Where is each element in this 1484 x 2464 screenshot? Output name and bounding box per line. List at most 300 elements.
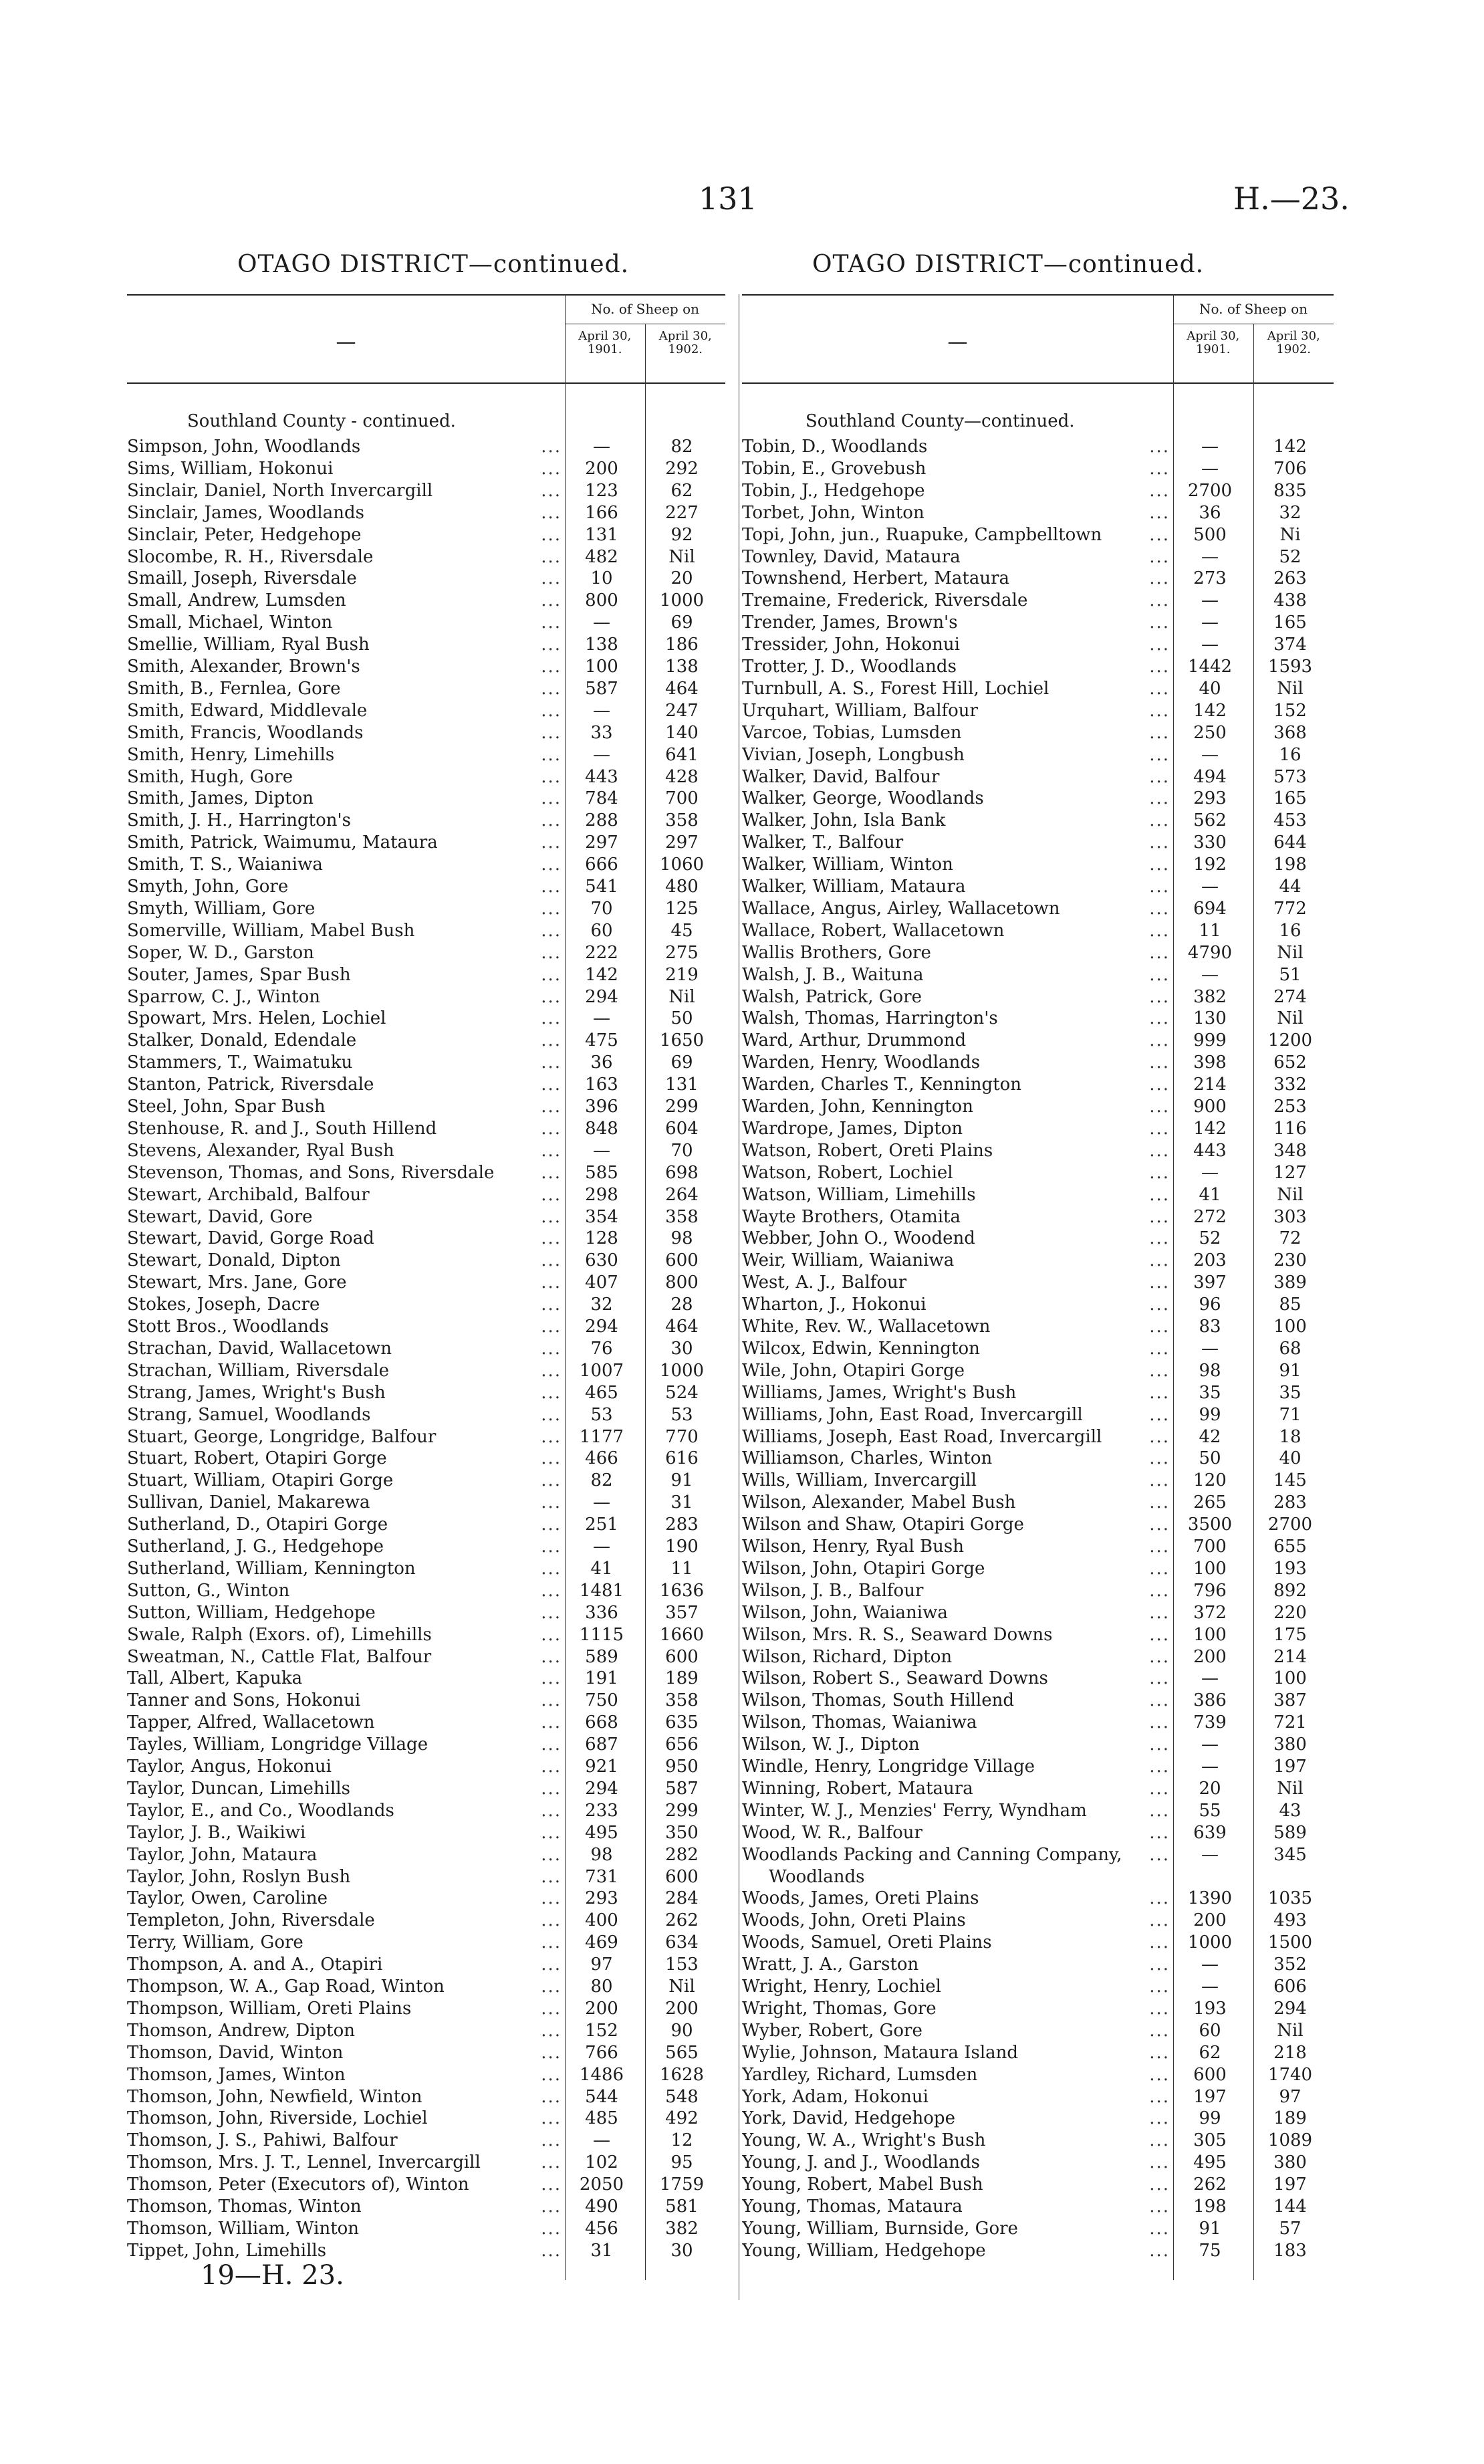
table-row [127,2130,722,2152]
value-1901: — [1201,1844,1219,1865]
value-1902: 127 [1273,1162,1307,1183]
row-name: Wayte Brothers, Otamita [742,1206,961,1227]
table-row [742,2108,1330,2130]
leader-dots: ... [541,1075,562,1095]
value-1901: 694 [1193,898,1227,919]
table-row [127,1690,722,1712]
value-1901: 766 [585,2042,618,2063]
row-name: Taylor, Angus, Hokonui [127,1757,332,1777]
value-1901: 443 [585,766,618,787]
table-row [127,1382,722,1404]
leader-dots: ... [1149,1646,1170,1667]
value-1902: 1000 [659,590,705,611]
table-row [742,1800,1330,1822]
value-1901: 700 [1193,1537,1227,1557]
value-1902: 262 [665,1910,699,1931]
value-1902: 283 [665,1515,699,1535]
row-name: Stuart, William, Otapiri Gorge [127,1470,394,1491]
row-name: Woodlands Packing and Canning Company, [742,1844,1122,1865]
value-1901: 98 [1199,1360,1221,1381]
leader-dots: ... [1149,612,1170,633]
value-1902: 634 [665,1932,699,1953]
value-1901: 33 [590,722,613,743]
value-1901: 53 [590,1404,613,1425]
table-row [127,1338,722,1360]
leader-dots: ... [1149,1075,1170,1095]
row-name: Thomson, William, Winton [127,2218,360,2239]
leader-dots: ... [541,832,562,853]
value-1902: 142 [1273,437,1307,457]
row-name: Warden, Henry, Woodlands [742,1052,981,1073]
value-1901: 10 [590,568,613,589]
value-1901: 41 [590,1558,613,1579]
value-1902: 492 [665,2108,699,2129]
row-name: Trotter, J. D., Woodlands [742,657,957,677]
value-1901: 469 [585,1932,618,1953]
table-header [127,296,725,384]
value-1902: 374 [1273,635,1307,655]
table-row [742,1316,1330,1338]
table-row [742,1932,1330,1954]
row-name: Young, Robert, Mabel Bush [742,2174,983,2195]
value-1902: 30 [670,1338,693,1359]
value-1901: 330 [1193,832,1227,853]
leader-dots: ... [541,1822,562,1843]
value-1901: 138 [585,635,618,655]
value-1901: 152 [585,2020,618,2041]
row-name: Vivian, Joseph, Longbush [742,744,965,765]
table-row [127,480,722,502]
leader-dots: ... [1149,2108,1170,2129]
leader-dots [1160,1866,1197,1888]
row-name: Sinclair, Peter, Hedgehope [127,524,362,545]
table-row [742,766,1330,788]
table-row [742,832,1330,854]
value-1901: 265 [1193,1492,1227,1513]
table-row [127,1712,722,1734]
leader-dots: ... [541,2108,562,2129]
value-1902: 698 [665,1162,699,1183]
leader-dots: ... [541,1690,562,1711]
row-name: Woods, John, Oreti Plains [742,1910,966,1931]
table-row [127,502,722,524]
value-1902: 43 [1279,1800,1302,1821]
leader-dots: ... [1149,1580,1170,1601]
table-row [742,1734,1330,1756]
leader-dots: ... [541,1184,562,1205]
row-name: Walsh, J. B., Waituna [742,964,924,985]
value-1902: 345 [1273,1844,1307,1865]
row-name: Strachan, William, Riversdale [127,1360,390,1381]
leader-dots: ... [1149,1800,1170,1821]
page-number: 131 [699,181,757,217]
leader-dots: ... [1149,1757,1170,1777]
leader-dots: ... [1149,1910,1170,1931]
value-1901: — [593,1140,610,1161]
value-1901: 784 [585,788,618,809]
table-row [742,986,1330,1008]
value-1901: — [593,1008,610,1029]
row-name: Steel, John, Spar Bush [127,1097,326,1117]
leader-dots: ... [541,1602,562,1623]
value-1901: 200 [1193,1910,1227,1931]
leader-dots: ... [1149,920,1170,941]
value-1902: 31 [670,1492,693,1513]
table-row [127,612,722,634]
value-1902: 352 [1273,1954,1307,1975]
value-1902: 140 [665,722,699,743]
value-1901: 100 [1193,1624,1227,1645]
row-name: Wyber, Robert, Gore [742,2020,922,2041]
value-1901: 50 [1199,1448,1221,1469]
value-1902: 95 [670,2152,693,2173]
value-1901: 41 [1199,1184,1221,1205]
row-name: Torbet, John, Winton [742,502,924,523]
leader-dots: ... [541,1426,562,1447]
value-1901: 1177 [579,1426,624,1447]
value-1902: 350 [665,1822,699,1843]
table-row [127,2152,722,2174]
value-1902: 600 [665,1250,699,1271]
table-row [127,1360,722,1382]
value-1901: 456 [585,2218,618,2239]
table-row [127,1514,722,1536]
value-1901: 796 [1193,1580,1227,1601]
value-1901: 1486 [579,2064,624,2085]
leader-dots: ... [541,898,562,919]
leader-dots: ... [541,546,562,567]
table-row [742,1514,1330,1536]
leader-dots: ... [1149,1140,1170,1161]
leader-dots: ... [541,986,562,1007]
value-1901: 921 [585,1757,618,1777]
value-1902: 1000 [659,1360,705,1381]
table-row [742,1294,1330,1316]
leader-dots: ... [1149,1052,1170,1073]
value-1901: 500 [1193,524,1227,545]
value-1901: 900 [1193,1097,1227,1117]
row-name: Smyth, William, Gore [127,898,316,919]
table-row [127,1646,722,1668]
value-1901: 36 [590,1052,613,1073]
value-1901: — [1201,635,1219,655]
value-1902: 214 [1273,1646,1307,1667]
leader-dots: ... [1149,1338,1170,1359]
value-1901: 999 [1193,1030,1227,1051]
leader-dots: ... [541,480,562,501]
value-1901: 731 [585,1866,618,1887]
value-1902: 387 [1273,1690,1307,1711]
leader-dots: ... [1149,2174,1170,2195]
table-row [127,1822,722,1844]
table-row [742,700,1330,722]
value-1902: 2700 [1267,1515,1313,1535]
left-table [127,294,725,2261]
value-1901: 639 [1193,1822,1227,1843]
value-1902: 100 [1273,1668,1307,1689]
value-1902: 357 [665,1602,699,1623]
value-1902: 153 [665,1954,699,1975]
row-name: Terry, William, Gore [127,1932,303,1953]
row-name: Williams, James, Wright's Bush [742,1382,1017,1403]
table-row [742,1118,1330,1140]
value-1901: 142 [1193,1118,1227,1139]
value-1901: 600 [1193,2064,1227,2085]
row-name: Taylor, John, Roslyn Bush [127,1866,351,1887]
leader-dots: ... [541,1537,562,1557]
value-1902: 606 [1273,1977,1307,1997]
value-1902: 200 [665,1998,699,2019]
value-1901: 589 [585,1646,618,1667]
value-1901: 273 [1193,568,1227,589]
value-1902: 284 [665,1888,699,1909]
row-name: Stokes, Joseph, Dacre [127,1295,320,1315]
table-row [742,1030,1330,1052]
row-name: Smith, T. S., Waianiwa [127,855,323,875]
table-row [127,2240,722,2262]
leader-dots: ... [1149,1558,1170,1579]
value-1901: 233 [585,1800,618,1821]
leader-dots: ... [541,1162,562,1183]
table-row [742,1426,1330,1448]
row-name: Stalker, Donald, Edendale [127,1030,357,1051]
table-row [742,1580,1330,1602]
leader-dots: ... [1149,766,1170,787]
value-1902: 175 [1273,1624,1307,1645]
row-name: Soper, W. D., Garston [127,942,314,963]
value-1902: 332 [1273,1075,1307,1095]
leader-dots: ... [541,590,562,611]
leader-dots: ... [541,810,562,831]
row-name: Smaill, Joseph, Riversdale [127,568,357,589]
table-row [127,2196,722,2218]
leader-dots: ... [1149,1228,1170,1249]
value-1901: 298 [585,1184,618,1205]
value-1902: 835 [1273,480,1307,501]
value-1902: 197 [1273,1757,1307,1777]
table-row [742,480,1330,502]
leader-dots: ... [541,1910,562,1931]
leader-dots: ... [541,2020,562,2041]
value-1902: 587 [665,1778,699,1799]
value-1902: 72 [1279,1228,1302,1249]
row-name: Thomson, John, Riverside, Lochiel [127,2108,428,2129]
leader-dots: ... [541,1888,562,1909]
row-name: Small, Michael, Winton [127,612,333,633]
leader-dots: ... [541,678,562,699]
value-1902: 389 [1273,1272,1307,1293]
value-1902: 721 [1273,1712,1307,1733]
value-1902: 70 [670,1140,693,1161]
row-name: Sims, William, Hokonui [127,458,334,479]
value-1901: — [593,700,610,721]
table-row [127,1184,722,1206]
value-1901: 214 [1193,1075,1227,1095]
leader-dots: ... [541,1052,562,1073]
row-name: Sparrow, C. J., Winton [127,986,321,1007]
value-1901: 191 [585,1668,618,1689]
table-row [742,1822,1330,1844]
value-1901: 1000 [1187,1932,1233,1953]
value-1902: 380 [1273,2152,1307,2173]
leader-dots: ... [541,2152,562,2173]
value-1902: 16 [1279,920,1302,941]
leader-dots: ... [541,1712,562,1733]
row-name: Stewart, David, Gorge Road [127,1228,374,1249]
table-row [742,1140,1330,1162]
table-row [742,678,1330,700]
table-row [742,876,1330,898]
name-column-header: — [947,330,968,354]
value-1902: 189 [665,1668,699,1689]
row-name: Small, Andrew, Lumsden [127,590,346,611]
table-row [127,1272,722,1294]
table-row [742,1404,1330,1426]
row-name: Wilson, Robert S., Seaward Downs [742,1668,1048,1689]
table-row [742,920,1330,942]
leader-dots: ... [541,1866,562,1887]
value-1902: Nil [1277,2020,1304,2041]
value-1901: — [1201,1668,1219,1689]
value-1902: 299 [665,1800,699,1821]
row-name: Tippet, John, Limehills [127,2240,327,2261]
table-row [127,1602,722,1624]
table-row [742,1998,1330,2020]
leader-dots: ... [541,612,562,633]
row-name: Wood, W. R., Balfour [742,1822,922,1843]
value-1901: 1481 [579,1580,624,1601]
leader-dots: ... [541,1668,562,1689]
value-1902: Nil [668,986,695,1007]
leader-dots: ... [1149,1008,1170,1029]
leader-dots: ... [541,1998,562,2019]
table-row [742,2174,1330,2196]
value-1902: 16 [1279,744,1302,765]
value-1902: 91 [1279,1360,1302,1381]
table-row [127,2174,722,2196]
table-row [742,612,1330,634]
leader-dots: ... [1149,788,1170,809]
value-1901: 297 [585,832,618,853]
value-1902: 91 [670,1470,693,1491]
value-1901: — [1201,744,1219,765]
leader-dots: ... [1149,1778,1170,1799]
value-1901: 396 [585,1097,618,1117]
value-1901 [1197,1866,1277,1888]
value-1902: 57 [1279,2218,1302,2239]
value-1902: 772 [1273,898,1307,919]
leader-dots: ... [1149,1162,1170,1183]
value-1901: 96 [1199,1295,1221,1315]
leader-dots: ... [541,502,562,523]
row-name: Wallace, Robert, Wallacetown [742,920,1005,941]
table-row [127,546,722,568]
table-row [742,1492,1330,1514]
leader-dots: ... [1149,2197,1170,2217]
table-row [742,1668,1330,1690]
sheep-header-label: No. of Sheep on [590,301,700,317]
table-row [127,1030,722,1052]
row-name: Townshend, Herbert, Mataura [742,568,1010,589]
row-name: Stewart, David, Gore [127,1206,313,1227]
row-name: Yardley, Richard, Lumsden [742,2064,978,2085]
table-row [742,2218,1330,2240]
value-1901: 482 [585,546,618,567]
leader-dots: ... [1149,1382,1170,1403]
leader-dots: ... [1149,1448,1170,1469]
table-row [127,1426,722,1448]
row-name: York, Adam, Hokonui [742,2086,929,2107]
value-1901: 562 [1193,810,1227,831]
value-1902: 198 [1273,855,1307,875]
table-row [127,1448,722,1470]
leader-dots: ... [541,2174,562,2195]
row-name: Tall, Albert, Kapuka [127,1668,303,1689]
value-1902: Nil [1277,1184,1304,1205]
value-1901: 251 [585,1515,618,1535]
value-1902: 493 [1273,1910,1307,1931]
leader-dots: ... [541,1360,562,1381]
value-1902: 297 [665,832,699,853]
table-row [742,1074,1330,1096]
table-row [742,1976,1330,1998]
value-1902: 524 [665,1382,699,1403]
value-1901: 100 [1193,1558,1227,1579]
table-row [127,1052,722,1074]
table-row [127,1624,722,1646]
table-row [127,1800,722,1822]
value-1902: 51 [1279,964,1302,985]
value-1901: 1007 [579,1360,624,1381]
value-1902: 186 [665,635,699,655]
value-1901: — [1201,1954,1219,1975]
row-name: Wilson, John, Waianiwa [742,1602,948,1623]
table-row [127,1074,722,1096]
table-row [127,744,722,766]
row-name: Taylor, E., and Co., Woodlands [127,1800,394,1821]
value-1902: 548 [665,2086,699,2107]
leader-dots: ... [541,766,562,787]
value-1901: 354 [585,1206,618,1227]
leader-dots: ... [1149,1097,1170,1117]
leader-dots: ... [1149,2130,1170,2151]
leader-dots: ... [1149,1295,1170,1315]
leader-dots: ... [1149,700,1170,721]
leader-dots: ... [541,1338,562,1359]
value-1902: 700 [665,788,699,809]
table-row [127,1558,722,1580]
value-1902: 1060 [659,855,705,875]
value-1902: 438 [1273,590,1307,611]
value-1902: 464 [665,1317,699,1337]
footer-reference: 19—H. 23. [201,2260,344,2291]
value-1902: 348 [1273,1140,1307,1161]
row-name: Sutton, William, Hedgehope [127,1602,376,1623]
value-1902: 644 [1273,832,1307,853]
value-1902: 230 [1273,1250,1307,1271]
value-1901: — [1201,1162,1219,1183]
value-1901: 198 [1193,2197,1227,2217]
table-row [742,1360,1330,1382]
value-1901: 200 [585,458,618,479]
table-row [127,810,722,832]
row-name: Walker, David, Balfour [742,766,940,787]
row-name: Thomson, John, Newfield, Winton [127,2086,422,2107]
leader-dots: ... [541,1515,562,1535]
value-1902: 20 [670,568,693,589]
table-row [742,744,1330,766]
value-1901: — [1201,437,1219,457]
